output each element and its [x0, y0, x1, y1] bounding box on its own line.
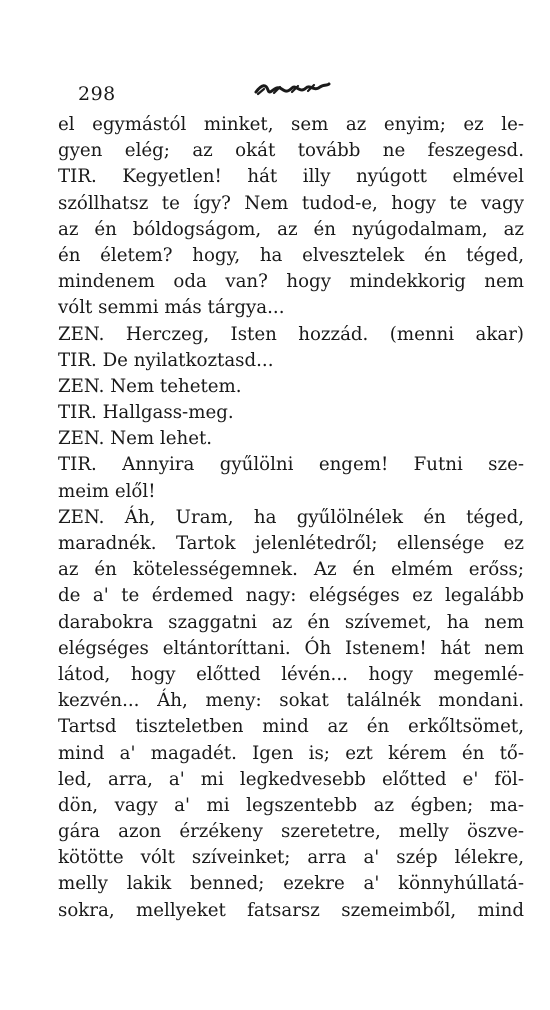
text-line: TIR. Kegyetlen! hát illy nyúgott elmével — [58, 166, 524, 188]
text-line: az én bóldogságom, az én nyúgodalmam, az — [58, 218, 524, 240]
text-line: ZEN. Áh, Uram, ha gyűlölnélek én téged, — [58, 506, 524, 528]
text-line: szóllhatsz te így? Nem tudod-e, hogy te vagy — [58, 192, 524, 214]
text-line: mindenem oda van? hogy mindekkorig nem — [58, 271, 524, 293]
text-line: mind a' magadét. Igen is; ezt kérem én tő- — [58, 742, 524, 764]
text-line: de a' te érdemed nagy: elégséges ez legalább — [58, 585, 524, 607]
text-line: ZEN. Nem tehetem. — [58, 375, 242, 397]
text-line: ZEN. Herczeg, Isten hozzád. (menni akar) — [58, 323, 524, 345]
text-line: TIR. De nyilatkoztasd... — [58, 349, 274, 371]
page-text — [58, 112, 528, 924]
text-line: TIR. Annyira gyűlölni engem! Futni sze- — [58, 454, 524, 476]
text-line: TIR. Hallgass-meg. — [58, 402, 234, 424]
text-line: ZEN. Nem lehet. — [58, 428, 213, 450]
text-line: kezvén... Áh, meny: sokat találnék mondani. — [58, 690, 524, 712]
text-line: kötötte vólt szíveinket; arra a' szép lélekre, — [58, 847, 524, 869]
text-line: gyen elég; az okát tovább ne feszegesd. — [58, 140, 524, 162]
text-line: el egymástól minket, sem az enyim; ez le- — [58, 114, 524, 135]
text-line: vólt semmi más tárgya... — [58, 297, 285, 319]
text-line: Tartsd tiszteletben mind az én erkőltsömet, — [58, 716, 524, 738]
decorative-flourish-icon — [252, 78, 332, 100]
text-line: maradnék. Tartok jelenlétedről; ellensége ez — [58, 533, 524, 554]
page-number: 298 — [78, 83, 116, 105]
text-line: darabokra szaggatni az én szívemet, ha nem — [58, 611, 524, 633]
text-line: dön, vagy a' mi legszentebb az égben; ma- — [58, 794, 524, 816]
text-line: látod, hogy előtted lévén... hogy megemlé- — [58, 663, 524, 685]
text-line: az én kötelességemnek. Az én elmém erőss; — [58, 559, 524, 581]
text-line: gára azon érzékeny szeretetre, melly öszve- — [58, 821, 524, 843]
text-line: elégséges eltántoríttani. Óh Istenem! hát nem — [58, 637, 524, 659]
text-line: sokra, mellyeket fatsarsz szemeimből, mind — [58, 899, 524, 921]
text-line: melly lakik benned; ezekre a' könnyhúllatá- — [58, 873, 524, 895]
text-line: meim elől! — [58, 480, 156, 502]
text-line: led, arra, a' mi legkedvesebb előtted e' föl- — [58, 768, 524, 790]
text-line: én életem? hogy, ha elvesztelek én téged, — [58, 244, 524, 266]
